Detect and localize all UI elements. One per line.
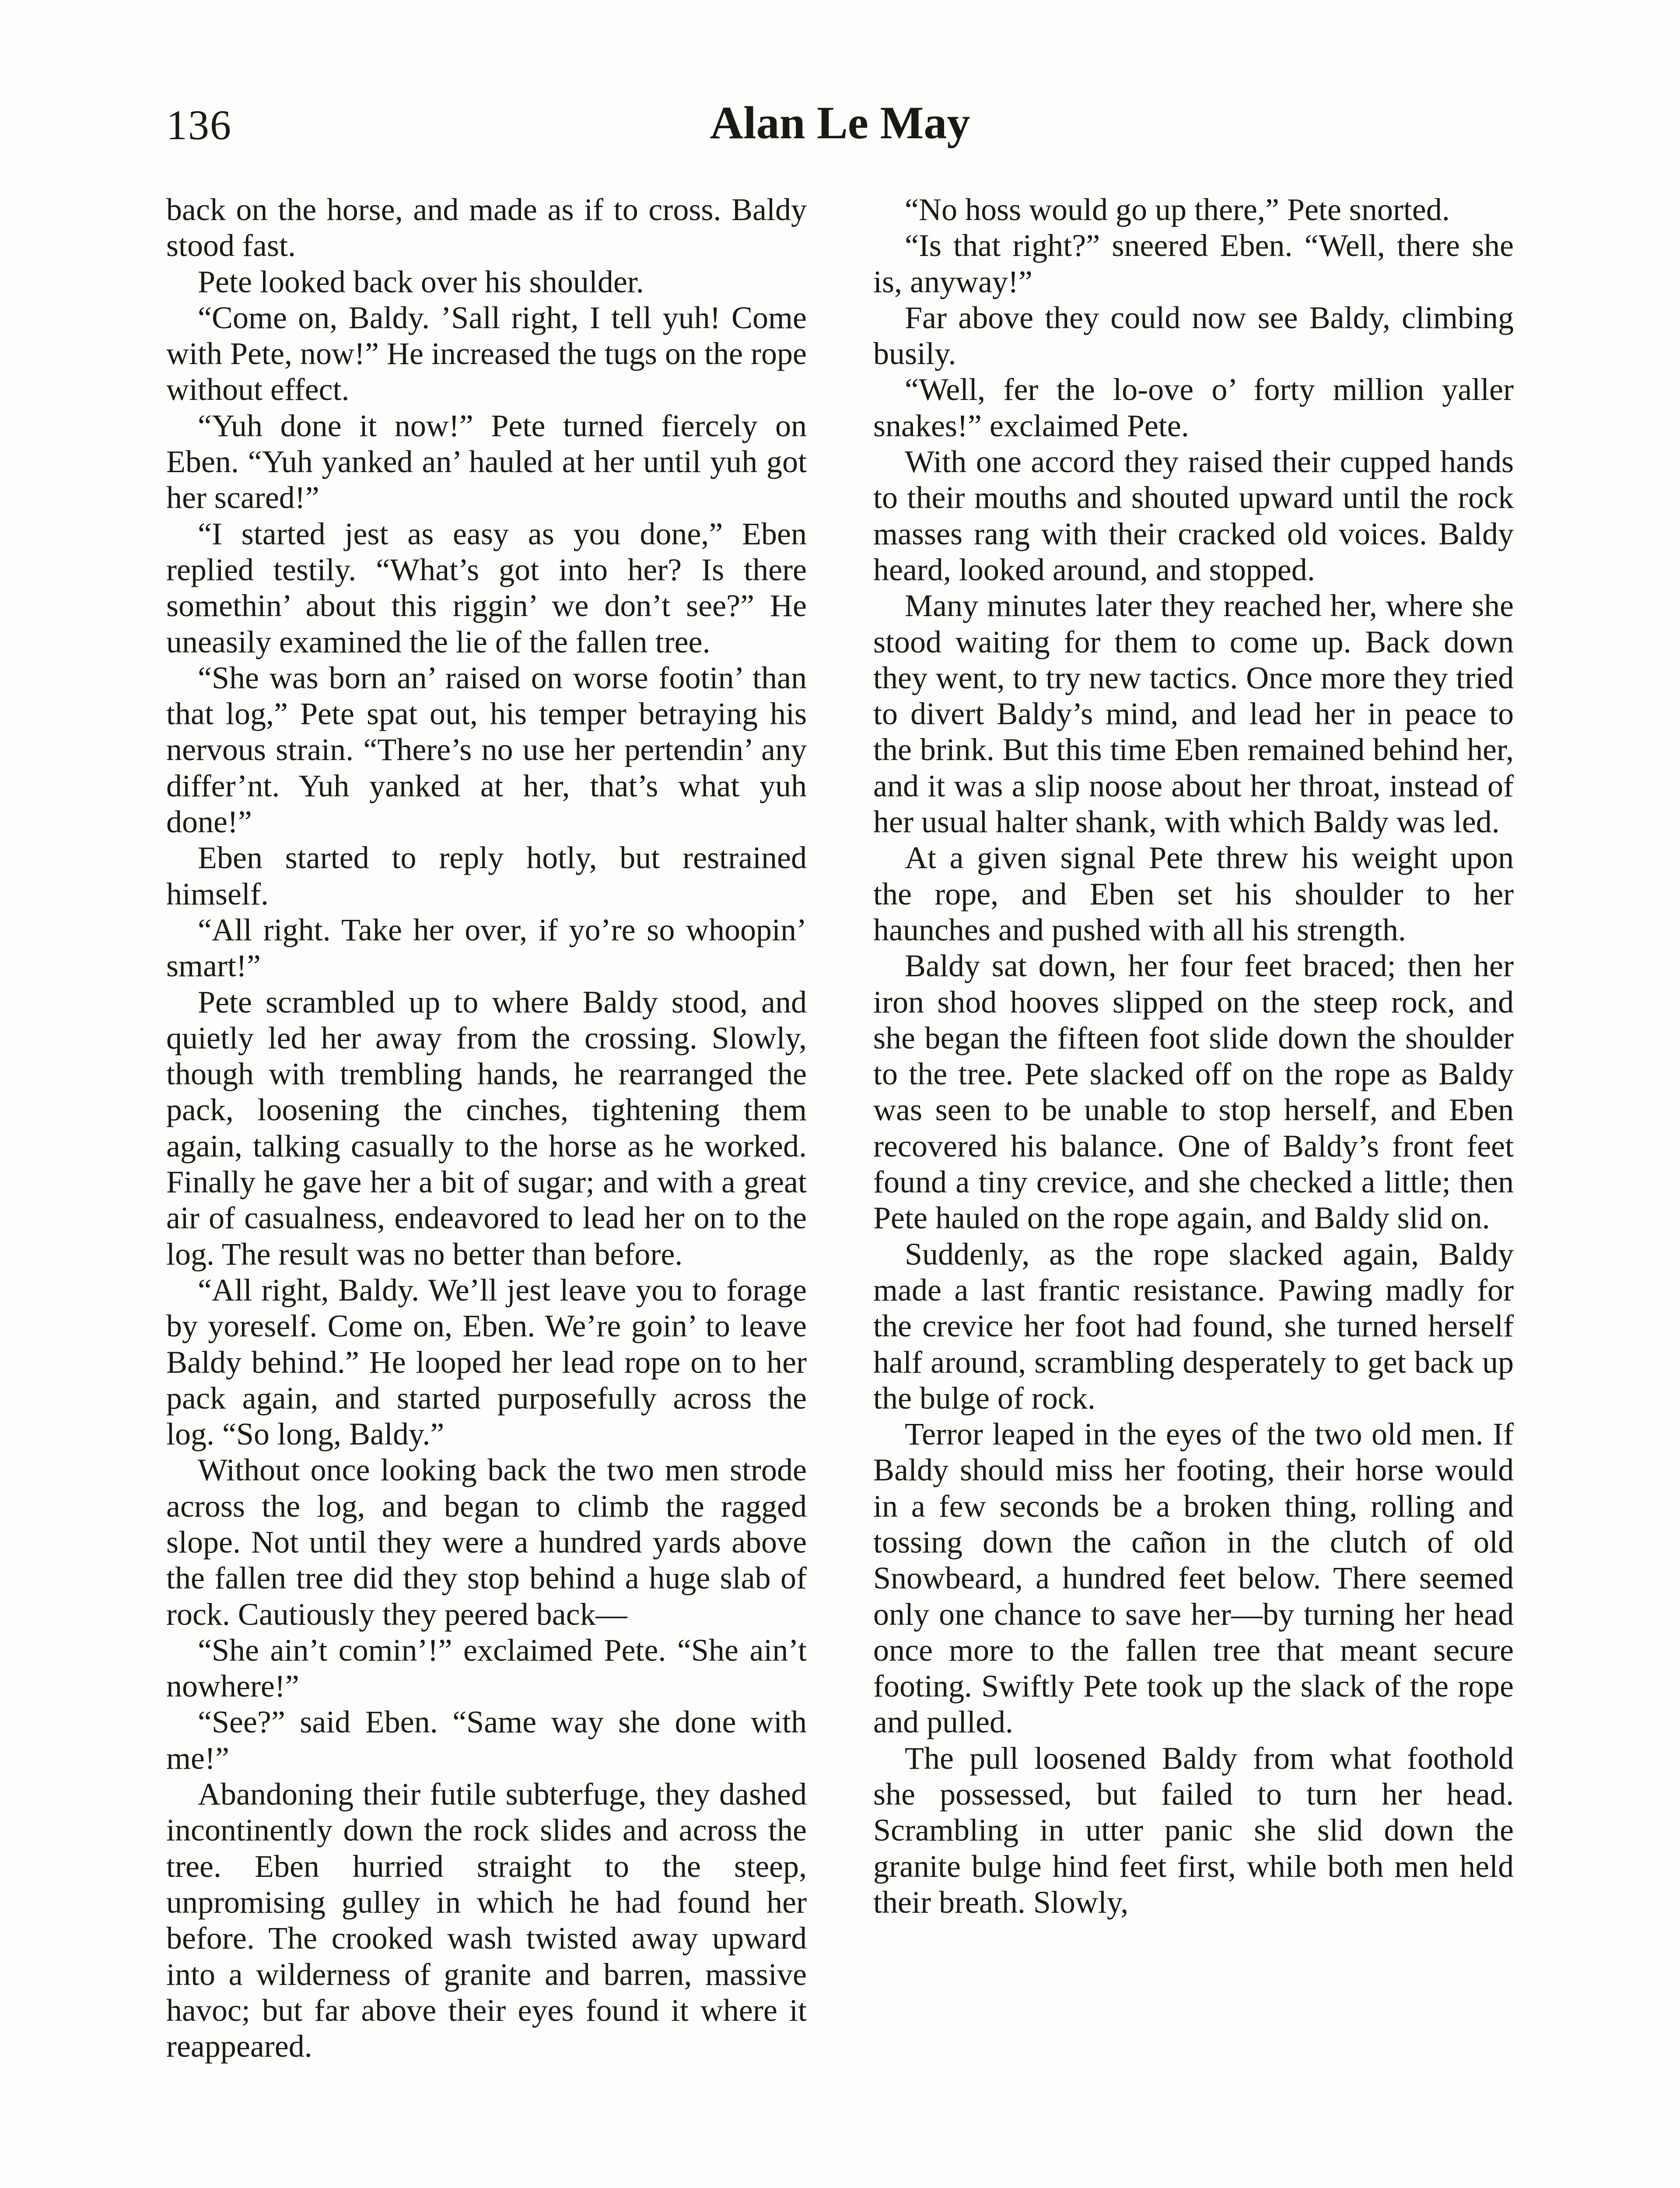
running-head-author: Alan Le May xyxy=(710,97,970,148)
paragraph: back on the horse, and made as if to cross. Baldy stood fast. xyxy=(166,192,807,263)
paragraph: Terror leaped in the eyes of the two old men. If Baldy should miss her footing, their horse would in a few seconds be a broken thing, rolling and tossing down the cañon in the clutch of old Snowbeard, a hundred feet below. There seemed only one chance to save her—by turning her head once more to the fallen tree that meant secure footing. Swiftly Pete took up the slack of the rope and pulled. xyxy=(873,1417,1514,1740)
paragraph: The pull loosened Baldy from what foothold she possessed, but failed to turn her head. Scrambling in utter panic she slid down the granite bulge hind feet first, while both men held their breath. Slowly, xyxy=(873,1740,1514,1920)
paragraph: “Yuh done it now!” Pete turned fiercely on Eben. “Yuh yanked an’ hauled at her until yuh got her scared!” xyxy=(166,408,807,515)
paragraph: Pete looked back over his shoulder. xyxy=(198,264,644,299)
paragraph: “Is that right?” sneered Eben. “Well, there she is, anyway!” xyxy=(873,228,1514,299)
left-column xyxy=(166,192,807,2064)
page-number: 136 xyxy=(166,102,232,148)
paragraph: “She was born an’ raised on worse footin’ than that log,” Pete spat out, his temper betraying his nervous strain. “There’s no use her pertendin’ any differ’nt. Yuh yanked at her, that’s what yuh done!” xyxy=(166,660,807,840)
paragraph: Suddenly, as the rope slacked again, Baldy made a last frantic resistance. Pawing madly for the crevice her foot had found, she turned herself half around, scrambling desperately to get back up the bulge of rock. xyxy=(873,1236,1514,1416)
paragraph: “All right. Take her over, if yo’re so whoopin’ smart!” xyxy=(166,912,807,984)
paragraph: Many minutes later they reached her, where she stood waiting for them to come up. Back down they went, to try new tactics. Once more they tried to divert Baldy’s mind, and lead her in peace to the brink. But this time Eben remained behind her, and it was a slip noose about her throat, instead of her usual halter shank, with which Baldy was led. xyxy=(873,588,1514,840)
paragraph: “See?” said Eben. “Same way she done with me!” xyxy=(166,1704,807,1776)
paragraph: “Come on, Baldy. ’Sall right, I tell yuh! Come with Pete, now!” He increased the tugs on the rope without effect. xyxy=(166,300,807,407)
paragraph: Abandoning their futile subterfuge, they dashed incontinently down the rock slides and across the tree. Eben hurried straight to the steep, unpromising gulley in which he had found her before. The crooked wash twisted away upward into a wilderness of granite and barren, massive havoc; but far above their eyes found it where it reappeared. xyxy=(166,1777,807,2064)
paragraph: “No hoss would go up there,” Pete snorted. xyxy=(905,192,1450,227)
paragraph: At a given signal Pete threw his weight upon the rope, and Eben set his shoulder to her haunches and pushed with all his strength. xyxy=(873,840,1514,947)
paragraph: Without once looking back the two men strode across the log, and began to climb the ragged slope. Not until they were a hundred yards above the fallen tree did they stop behind a huge slab of rock. Cautiously they peered back— xyxy=(166,1452,807,1632)
paragraph: “All right, Baldy. We’ll jest leave you to forage by yoreself. Come on, Eben. We’re goin’ to leave Baldy behind.” He looped her lead rope on to her pack again, and started purposefully across the log. “So long, Baldy.” xyxy=(166,1272,807,1452)
right-column xyxy=(873,192,1514,1920)
paragraph: Baldy sat down, her four feet braced; then her iron shod hooves slipped on the steep rock, and she began the fifteen foot slide down the shoulder to the tree. Pete slacked off on the rope as Baldy was seen to be unable to stop herself, and Eben recovered his balance. One of Baldy’s front feet found a tiny crevice, and she checked a little; then Pete hauled on the rope again, and Baldy slid on. xyxy=(873,948,1514,1236)
paragraph: Eben started to reply hotly, but restrained himself. xyxy=(166,840,807,912)
paragraph: “She ain’t comin’!” exclaimed Pete. “She ain’t nowhere!” xyxy=(166,1632,807,1704)
paragraph: “I started jest as easy as you done,” Eben replied testily. “What’s got into her? Is there somethin’ about this riggin’ we don’t see?” He uneasily examined the lie of the fallen tree. xyxy=(166,516,807,659)
text-columns xyxy=(166,192,1514,2188)
paragraph: “Well, fer the lo-ove o’ forty million yaller snakes!” exclaimed Pete. xyxy=(873,372,1514,443)
paragraph: With one accord they raised their cupped hands to their mouths and shouted upward until the rock masses rang with their cracked old voices. Baldy heard, looked around, and stopped. xyxy=(873,444,1514,587)
page-header xyxy=(166,96,1514,158)
paragraph: Far above they could now see Baldy, climbing busily. xyxy=(873,300,1514,372)
paragraph: Pete scrambled up to where Baldy stood, and quietly led her away from the crossing. Slowly, though with trembling hands, he rearranged the pack, loosening the cinches, tightening them again, talking casually to the horse as he worked. Finally he gave her a bit of sugar; and with a great air of casualness, endeavored to lead her on to the log. The result was no better than before. xyxy=(166,984,807,1272)
